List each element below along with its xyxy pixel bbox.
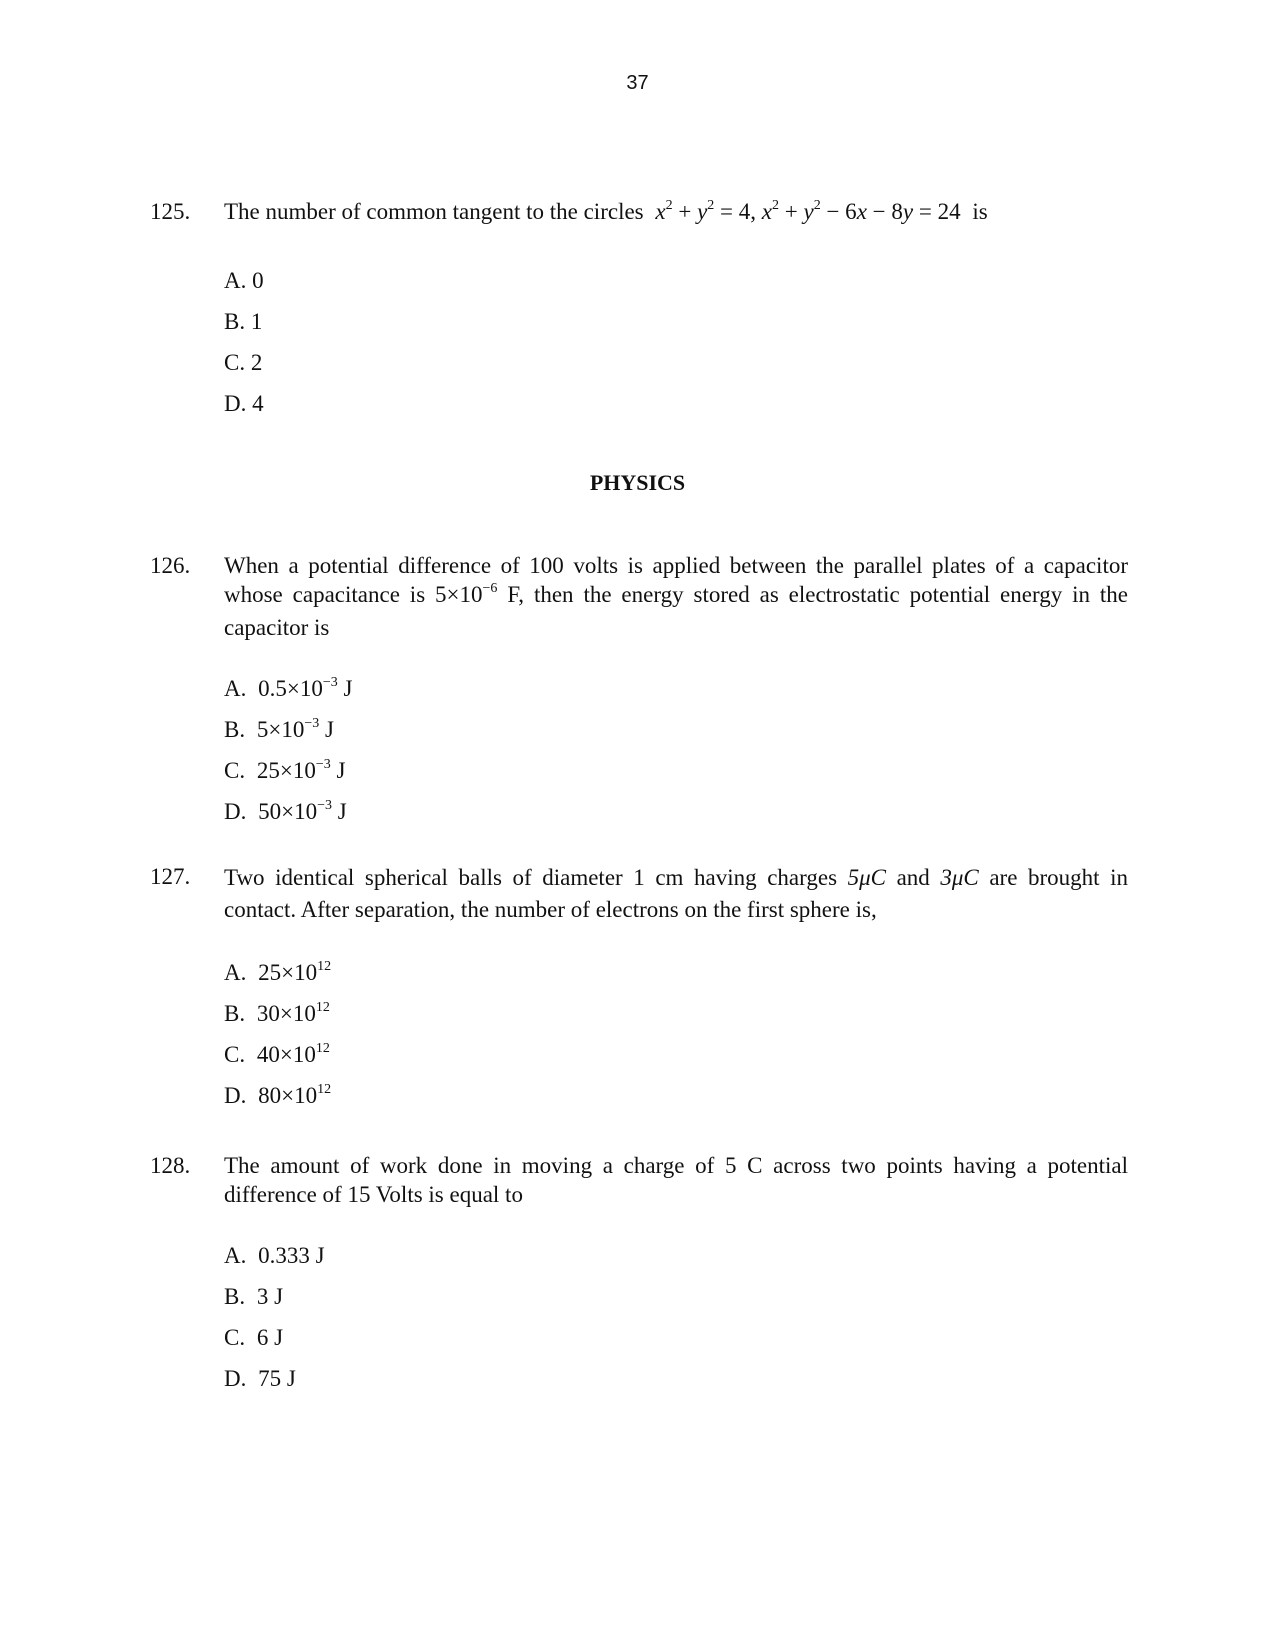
question-text: The amount of work done in moving a charge of 5 C across two points having a potential difference of 15 Volts is equal to (224, 1153, 1128, 1207)
option-c[interactable]: C. 6 J (224, 1325, 284, 1350)
option-d[interactable]: D. $50\times 10^{-3}$ J (224, 798, 347, 824)
question-125 (150, 197, 1128, 424)
question-text-before: The number of common tangent to the circles (224, 199, 644, 224)
question-127 (150, 862, 1128, 1116)
option-b[interactable]: B. 3 J (224, 1284, 284, 1309)
charge-1: 5μC (847, 865, 886, 890)
option-c[interactable]: C. 2 (224, 350, 263, 375)
option-c[interactable]: C. $40\times 10^{12}$ (224, 1041, 330, 1067)
question-text: When a potential difference of 100 volts is applied between the parallel plates of a capacitor whose capacitance is $5\times 10^{-6}$ F, then the energy stored as electrostatic potential energy in the capacitor is (224, 553, 1129, 640)
option-b[interactable]: B. $5\times 10^{-3}$ J (224, 716, 334, 742)
option-a[interactable]: A. 0 (224, 268, 264, 293)
circle-equations: $x^2 + y^2 = 4$, $x^2 + y^2 - 6x - 8y = 24$ (655, 198, 961, 224)
option-d[interactable]: D. 4 (224, 391, 264, 416)
question-126 (150, 551, 1128, 832)
question-text (224, 197, 1128, 230)
option-a[interactable]: A. $25\times 10^{12}$ (224, 959, 332, 985)
option-list (224, 260, 1128, 424)
charge-2: 3μC (940, 865, 979, 890)
option-b[interactable]: B. 1 (224, 309, 263, 334)
question-number: 126. (150, 553, 191, 578)
option-list (224, 1235, 1128, 1399)
question-text: Two identical spherical balls of diameter 1 cm having charges 5μC and 3μC are brought in contact. After separation, the number of electrons on the first sphere is, (224, 865, 1129, 922)
question-number: 125. (150, 199, 191, 224)
option-a[interactable]: A. $0.5\times 10^{-3}$ J (224, 675, 353, 701)
option-c[interactable]: C. $25\times 10^{-3}$ J (224, 757, 346, 783)
option-d[interactable]: D. $80\times 10^{12}$ (224, 1082, 332, 1108)
option-a[interactable]: A. 0.333 J (224, 1243, 325, 1268)
option-list (224, 952, 1128, 1116)
question-text-after: is (972, 199, 988, 224)
question-number: 127. (150, 864, 191, 889)
option-list (224, 668, 1128, 832)
question-number: 128. (150, 1153, 191, 1178)
question-128 (150, 1151, 1128, 1399)
option-d[interactable]: D. 75 J (224, 1366, 296, 1391)
section-title: PHYSICS (589, 470, 686, 495)
page-number: 37 (626, 72, 649, 94)
option-b[interactable]: B. $30\times 10^{12}$ (224, 1000, 330, 1026)
